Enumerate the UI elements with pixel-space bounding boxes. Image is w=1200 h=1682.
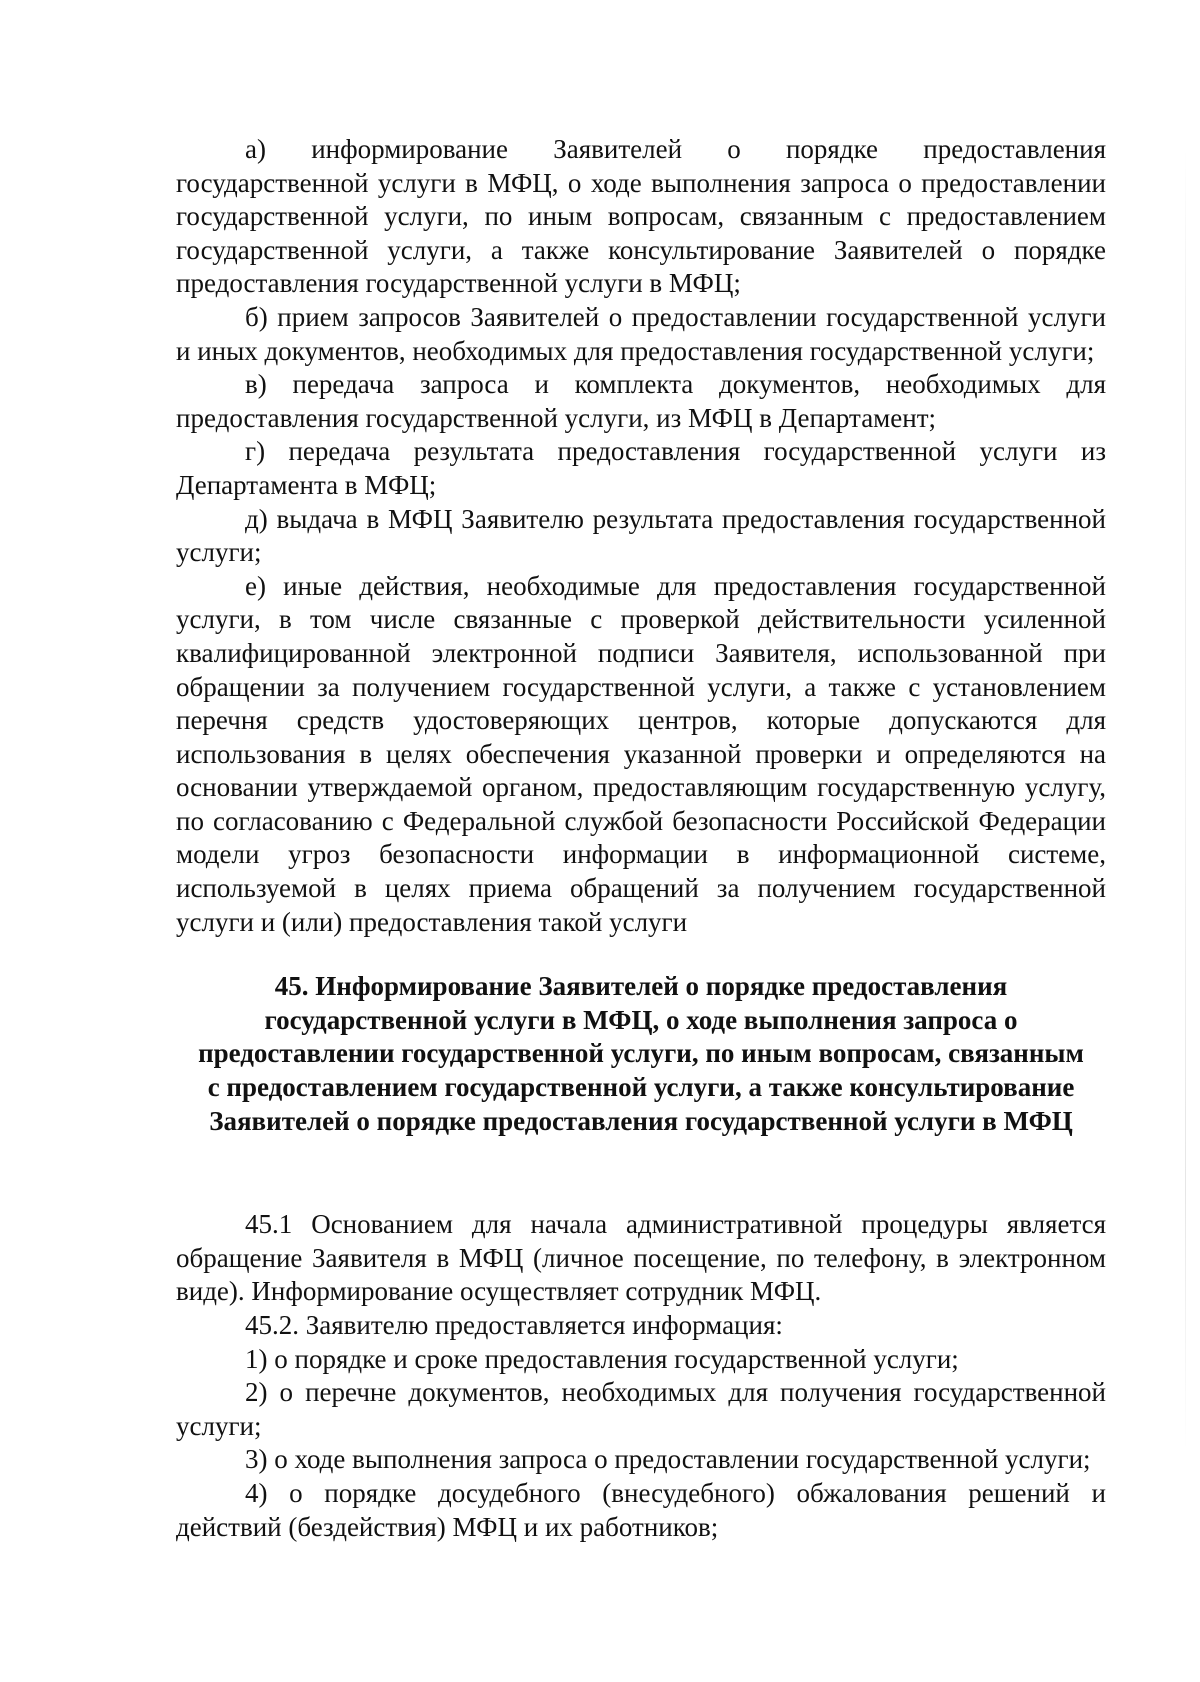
heading-line: 45. Информирование Заявителей о порядке предоставления: [274, 971, 1008, 1002]
heading-line: предоставлении государственной услуги, по иным вопросам, связанным: [198, 1038, 1084, 1069]
list-item-a: а) информирование Заявителей о порядке предоставления государственной услуги в МФЦ, о ходе выполнения запроса о предоставлении государственной услуги, по иным вопросам, связанным с предоставлением государственной услуги, а также консультирование Заявителей о порядке предоставления государственной услуги в МФЦ;: [176, 134, 1106, 299]
info-item-3: 3) о ходе выполнения запроса о предоставлении государственной услуги;: [245, 1444, 1091, 1475]
info-item-4: 4) о порядке досудебного (внесудебного) обжалования решений и действий (бездействия) МФЦ и их работников;: [176, 1477, 1106, 1542]
heading-line: с предоставлением государственной услуги, а также консультирование: [207, 1072, 1075, 1103]
section-spacer: [176, 1138, 1106, 1208]
info-item-2: 2) о перечне документов, необходимых для получения государственной услуги;: [176, 1377, 1106, 1441]
list-item-e: е) иные действия, необходимые для предоставления государственной услуги, в том числе связанные с проверкой действительности усиленной квалифицированной электронной подписи Заявителя, использованной при обращении за получением государственной услуги, а также с установлением перечня средств удостоверяющих центров, которые допускаются для использования в целях обеспечения указанной проверки и определяются на основании утверждаемой органом, предоставляющим государственную услугу, по согласованию с Федеральной службой безопасности Российской Федерации модели угроз безопасности информации в информационной системе, используемой в целях приема обращений за получением государственной услуги и (или) предоставления такой услуги: [176, 570, 1106, 937]
page-content: [176, 133, 1106, 1544]
scan-edge-shadow: [1185, 150, 1186, 1450]
clause-45-2: 45.2. Заявителю предоставляется информация:: [245, 1310, 783, 1340]
info-item-1: 1) о порядке и сроке предоставления государственной услуги;: [245, 1343, 959, 1374]
list-item-b: б) прием запросов Заявителей о предоставлении государственной услуги и иных документов, необходимых для предоставления государственной услуги;: [176, 301, 1106, 366]
heading-line: Заявителей о порядке предоставления государственной услуги в МФЦ: [209, 1105, 1073, 1136]
clause-45-1: 45.1 Основанием для начала административной процедуры является обращение Заявителя в МФЦ (личное посещение, по телефону, в электронном виде). Информирование осуществляет сотрудник МФЦ.: [176, 1209, 1106, 1307]
section-heading: [176, 970, 1106, 1138]
list-item-v: в) передача запроса и комплекта документов, необходимых для предоставления государственной услуги, из МФЦ в Департамент;: [176, 369, 1106, 433]
list-item-g: г) передача результата предоставления государственной услуги из Департамента в МФЦ;: [176, 436, 1106, 500]
heading-line: государственной услуги в МФЦ, о ходе выполнения запроса о: [264, 1004, 1018, 1035]
list-item-d: д) выдача в МФЦ Заявителю результата предоставления государственной услуги;: [176, 503, 1106, 568]
